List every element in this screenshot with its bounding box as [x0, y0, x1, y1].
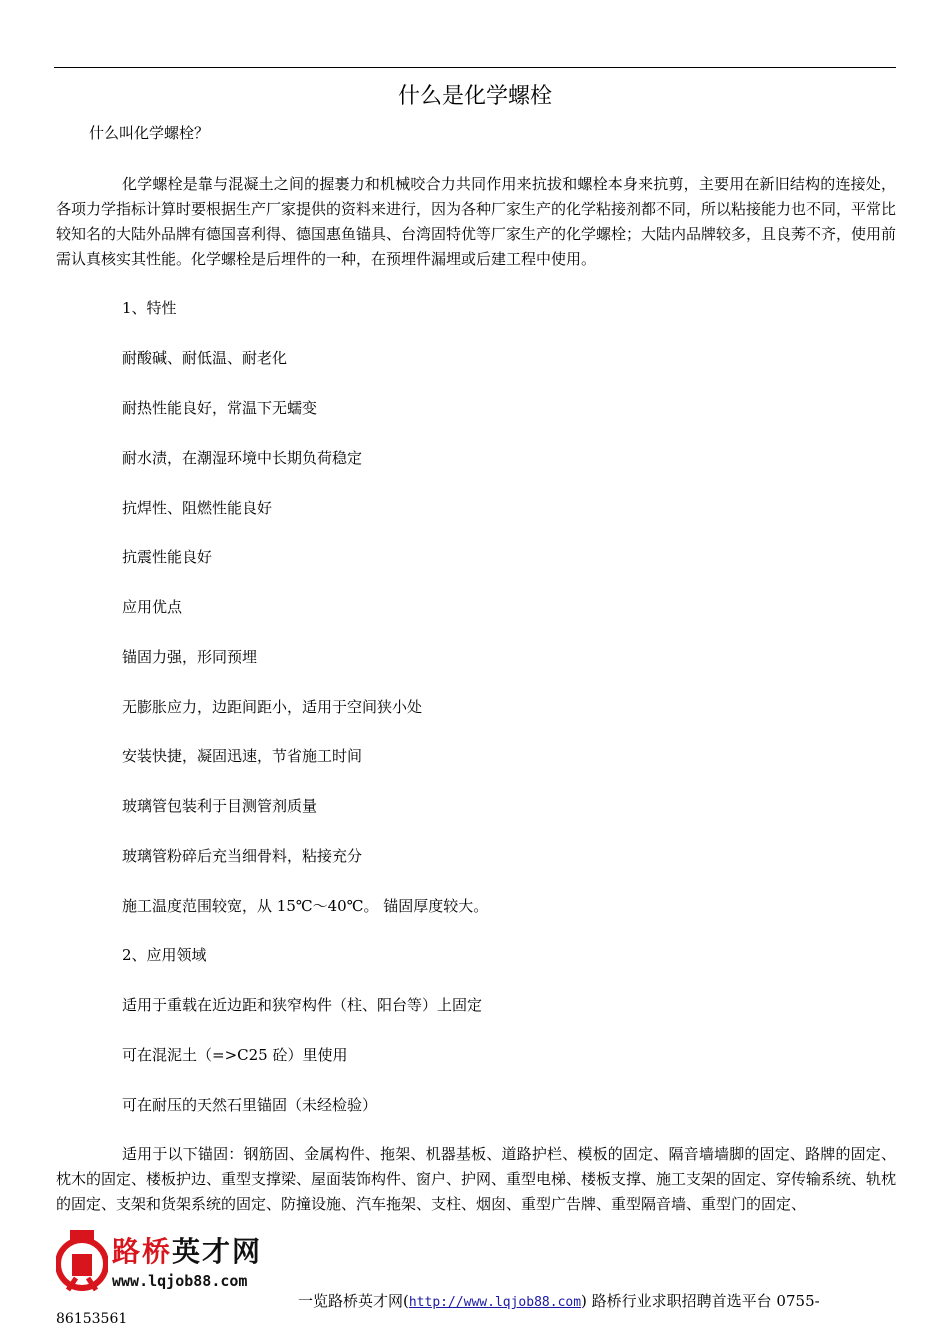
- footer-line: 一览路桥英才网(http://www.lqjob88.com) 路桥行业求职招聘首选平台 0755-: [298, 1292, 820, 1310]
- subheading-advantages: 应用优点: [122, 598, 183, 616]
- site-logo[interactable]: [56, 1224, 302, 1300]
- header-rule: [54, 67, 896, 68]
- section-heading-applications: 2、应用领域: [122, 946, 207, 964]
- intro-paragraph: 化学螺栓是靠与混凝土之间的握裹力和机械咬合力共同作用来抗拔和螺栓本身来抗剪，主要用在新旧结构的连接处，各项力学指标计算时要根据生产厂家提供的资料来进行，因为各种厂家生产的化学粘接剂都不同，所以粘接能力也不同，平常比较知名的大陆外品牌有德国喜利得、德国惠鱼锚具、台湾固特优等厂家生产的化学螺栓；大陆内品牌较多，且良莠不齐，使用前需认真核实其性能。化学螺栓是后埋件的一种，在预埋件漏埋或后建工程中使用。: [56, 175, 897, 268]
- list-item: 可在混泥土（=>C25 砼）里使用: [122, 1046, 348, 1064]
- page-title: 什么是化学螺栓: [397, 84, 552, 109]
- list-item: 适用于重载在近边距和狭窄构件（柱、阳台等）上固定: [122, 996, 483, 1014]
- list-item: 玻璃管包装利于目测管剂质量: [122, 797, 318, 815]
- list-item: 耐酸碱、耐低温、耐老化: [122, 349, 288, 367]
- logo-name: 路桥英才网: [112, 1235, 263, 1268]
- logo-mark-icon: [56, 1226, 108, 1296]
- list-item: 施工温度范围较宽，从 15℃～40℃。 锚固厚度较大。: [122, 897, 489, 915]
- list-item: 锚固力强，形同预埋: [122, 648, 258, 666]
- logo-url: www.lqjob88.com: [112, 1272, 248, 1290]
- anchors-paragraph: 适用于以下锚固：钢筋固、金属构件、拖架、机器基板、道路护栏、模板的固定、隔音墙墙脚的固定、路牌的固定、枕木的固定、楼板护边、重型支撑梁、屋面装饰构件、窗户、护网、重型电梯、楼板支撑、施工支架的固定、穿传输系统、轨枕的固定、支架和货架系统的固定、防撞设施、汽车拖架、支柱、烟囱、重型广告牌、重型隔音墙、重型门的固定、: [56, 1145, 896, 1213]
- footer-link[interactable]: http://www.lqjob88.com: [408, 1295, 582, 1310]
- list-item: 抗震性能良好: [122, 548, 213, 566]
- list-item: 耐热性能良好，常温下无蠕变: [122, 399, 318, 417]
- list-item: 耐水渍，在潮湿环境中长期负荷稳定: [122, 449, 363, 467]
- list-item: 安装快捷，凝固迅速，节省施工时间: [122, 747, 363, 765]
- question-line: 什么叫化学螺栓？: [89, 124, 210, 142]
- section-heading-features: 1、特性: [122, 299, 177, 317]
- list-item: 可在耐压的天然石里锚固（未经检验）: [122, 1096, 378, 1114]
- list-item: 无膨胀应力，边距间距小，适用于空间狭小处: [122, 698, 423, 716]
- footer-phone-tail: 86153561: [56, 1311, 128, 1327]
- list-item: 抗焊性、阻燃性能良好: [122, 499, 273, 517]
- list-item: 玻璃管粉碎后充当细骨料，粘接充分: [122, 847, 363, 865]
